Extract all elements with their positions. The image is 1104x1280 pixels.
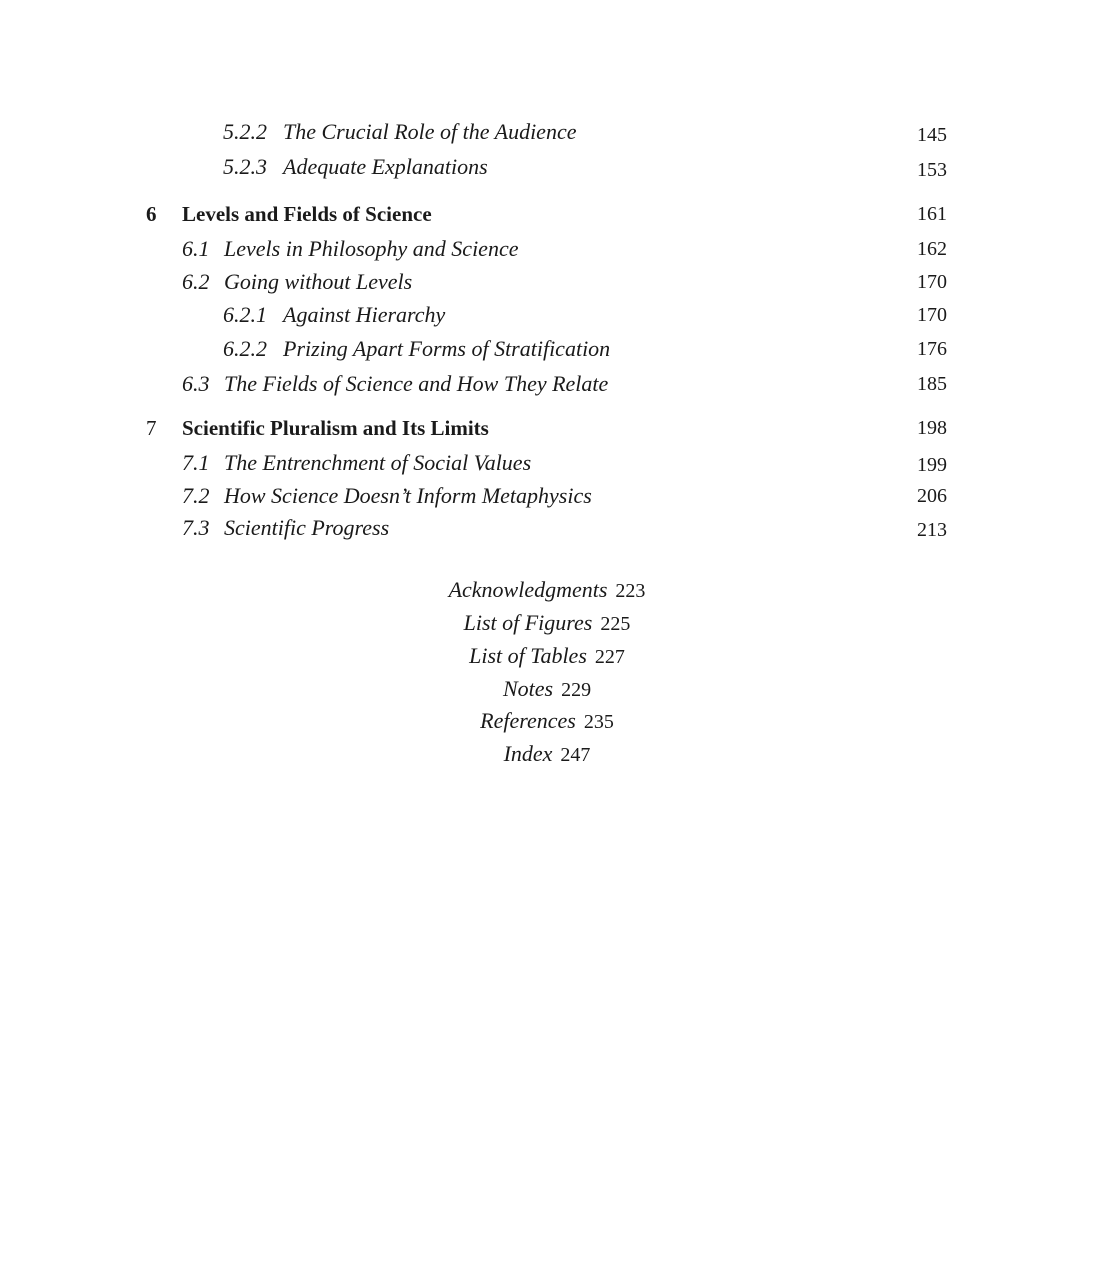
back-matter-title: References <box>480 708 576 733</box>
back-matter-references[interactable] <box>0 705 1094 738</box>
toc-entry-6-2-2[interactable] <box>0 332 1104 366</box>
toc-entry-title: The Entrenchment of Social Values <box>224 450 532 475</box>
toc-entry-page: 185 <box>917 373 947 395</box>
back-matter-acknowledgments[interactable] <box>0 574 1094 607</box>
back-matter-index[interactable] <box>0 738 1094 771</box>
toc-entry-title: Adequate Explanations <box>283 154 488 179</box>
toc-entry-title: How Science Doesn’t Inform Metaphysics <box>224 483 592 508</box>
back-matter-page: 227 <box>594 646 625 668</box>
toc-entry-page: 145 <box>917 124 947 146</box>
back-matter-title: Acknowledgments <box>448 577 608 602</box>
toc-entry-number: 6.3 <box>182 371 210 396</box>
back-matter-title: List of Tables <box>469 643 587 668</box>
toc-entry-title: The Fields of Science and How They Relate <box>224 371 609 396</box>
back-matter-page: 235 <box>583 711 614 733</box>
toc-entry-6-1[interactable] <box>0 232 1104 266</box>
toc-entry-6-3[interactable] <box>0 367 1104 401</box>
toc-entry-page: 162 <box>917 238 947 260</box>
toc-chapter-6[interactable] <box>0 197 1104 231</box>
toc-entry-number: 7.1 <box>182 450 210 475</box>
toc-entry-number: 6.2 <box>182 269 210 294</box>
toc-entry-number: 6.1 <box>182 236 210 261</box>
toc-entry-page: 213 <box>917 519 947 541</box>
chapter-number: 6 <box>146 202 157 226</box>
toc-entry-page: 153 <box>917 159 947 181</box>
toc-entry-6-2-1[interactable] <box>0 298 1104 332</box>
back-matter-page: 229 <box>561 679 592 701</box>
back-matter-title: Index <box>503 741 553 766</box>
back-matter-list-of-tables[interactable] <box>0 640 1094 673</box>
toc-entry-5-2-3[interactable] <box>0 150 1104 184</box>
toc-entry-page: 170 <box>917 304 947 326</box>
back-matter-page: 225 <box>600 613 631 635</box>
toc-entry-page: 198 <box>917 417 947 439</box>
toc-entry-title: Scientific Progress <box>224 515 390 540</box>
toc-entry-7-1[interactable] <box>0 446 1104 480</box>
back-matter-title: List of Figures <box>463 610 593 635</box>
toc-entry-title: Going without Levels <box>224 269 413 294</box>
toc-entry-number: 7.2 <box>182 483 210 508</box>
toc-chapter-7[interactable] <box>0 411 1104 445</box>
toc-entry-7-2[interactable] <box>0 479 1104 513</box>
toc-entry-number: 6.2.2 <box>223 336 267 361</box>
toc-entry-number: 6.2.1 <box>223 302 267 327</box>
toc-entry-page: 161 <box>917 203 947 225</box>
chapter-title: Scientific Pluralism and Its Limits <box>182 416 489 440</box>
chapter-title: Levels and Fields of Science <box>182 202 432 226</box>
toc-entry-page: 176 <box>917 338 947 360</box>
toc-entry-7-3[interactable] <box>0 511 1104 545</box>
toc-entry-number: 5.2.2 <box>223 119 267 144</box>
toc-entry-title: Against Hierarchy <box>283 302 446 327</box>
toc-entry-6-2[interactable] <box>0 265 1104 299</box>
back-matter-list-of-figures[interactable] <box>0 607 1094 640</box>
toc-entry-5-2-2[interactable] <box>0 115 1104 149</box>
back-matter-page: 247 <box>560 744 591 766</box>
chapter-number: 7 <box>146 416 157 440</box>
toc-entry-title: Prizing Apart Forms of Stratification <box>283 336 611 361</box>
toc-entry-title: The Crucial Role of the Audience <box>283 119 577 144</box>
toc-entry-page: 170 <box>917 271 947 293</box>
back-matter-notes[interactable] <box>0 673 1094 706</box>
toc-entry-page: 206 <box>917 485 947 507</box>
back-matter-page: 223 <box>615 580 646 602</box>
toc-entry-number: 7.3 <box>182 515 210 540</box>
toc-entry-number: 5.2.3 <box>223 154 267 179</box>
back-matter-title: Notes <box>502 676 554 701</box>
toc-entry-title: Levels in Philosophy and Science <box>224 236 519 261</box>
toc-entry-page: 199 <box>917 454 947 476</box>
